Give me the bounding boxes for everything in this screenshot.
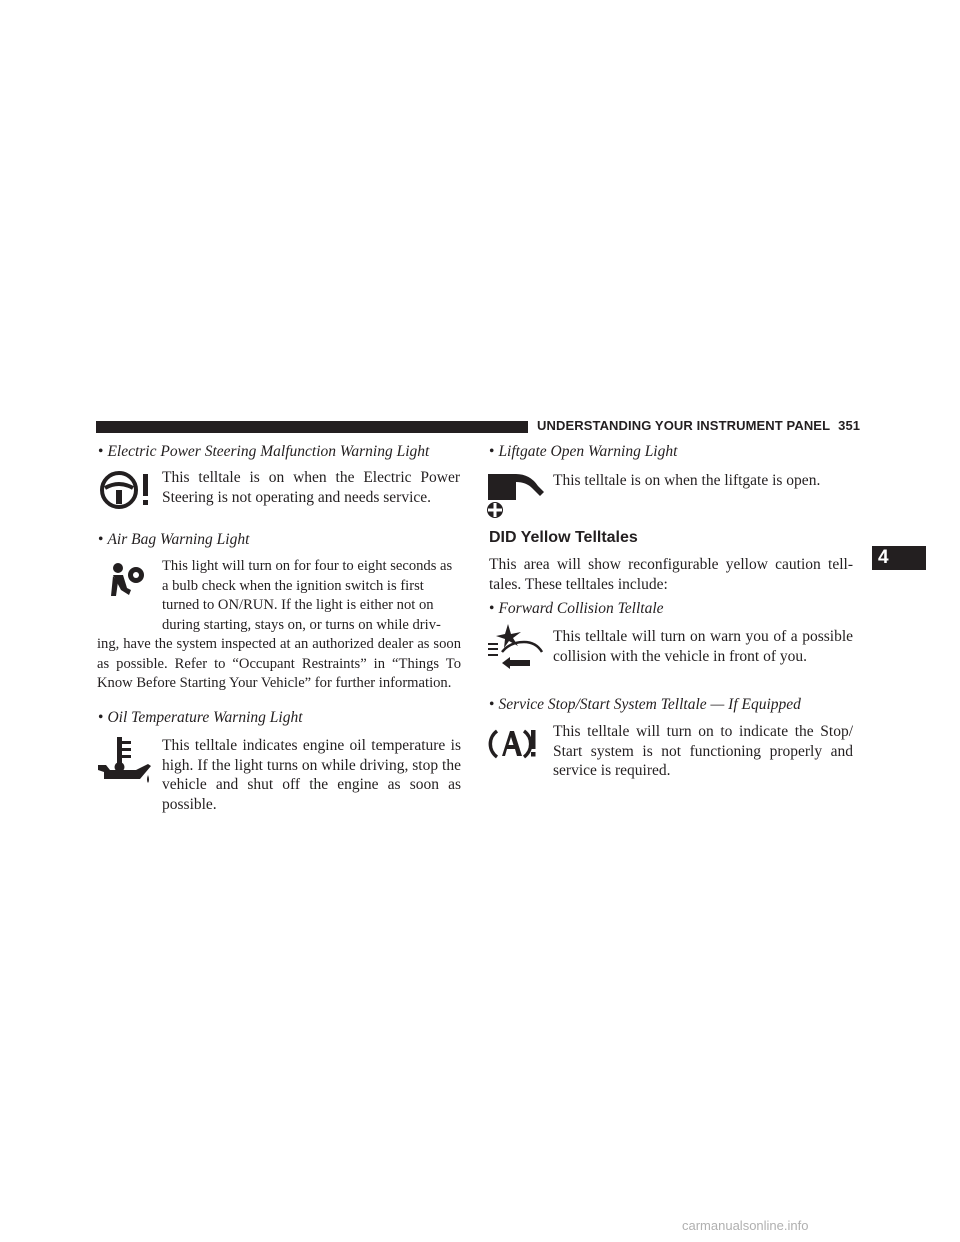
oil-temperature-icon bbox=[96, 735, 154, 789]
liftgate-title: • Liftgate Open Warning Light bbox=[489, 443, 678, 460]
forward-collision-title: • Forward Collision Telltale bbox=[489, 600, 664, 617]
liftgate-body: This telltale is on when the liftgate is open. bbox=[553, 472, 821, 489]
stop-start-title: • Service Stop/Start System Telltale — If Equipped bbox=[489, 696, 801, 713]
airbag-line-3: turned to ON/RUN. If the light is either not on bbox=[162, 597, 434, 613]
chapter-number: 4 bbox=[878, 547, 889, 568]
running-header bbox=[537, 418, 860, 433]
stop-start-service-icon bbox=[488, 724, 540, 764]
section-intro: This area will show reconfigurable yellow caution tell-tales. These telltales include: bbox=[489, 556, 853, 593]
eps-body: This telltale is on when the Electric Power Steering is not operating and needs service. bbox=[162, 469, 460, 506]
eps-title: • Electric Power Steering Malfunction Warning Light bbox=[98, 443, 430, 460]
oil-temp-title: • Oil Temperature Warning Light bbox=[98, 709, 303, 726]
forward-collision-icon bbox=[486, 622, 546, 670]
oil-temp-body: This telltale indicates engine oil temperature is high. If the light turns on while driving, stop the vehicle and shut off the engine as soon as possible. bbox=[162, 737, 461, 813]
section-title: UNDERSTANDING YOUR INSTRUMENT PANEL bbox=[537, 418, 831, 433]
page-number: 351 bbox=[838, 418, 861, 433]
airbag-title: • Air Bag Warning Light bbox=[98, 531, 250, 548]
airbag-body-wrapped bbox=[162, 557, 461, 635]
section-heading: DID Yellow Telltales bbox=[489, 529, 638, 546]
airbag-body-continued: ing, have the system inspected at an authorized dealer as soon as possible. Refer to “Occupant Restraints” in “Things To Know Before Starting Your Vehicle” for further information. bbox=[97, 636, 461, 691]
header-rule bbox=[96, 421, 528, 433]
liftgate-open-icon bbox=[486, 470, 546, 520]
chapter-tab bbox=[872, 546, 926, 570]
steering-wheel-warning-icon bbox=[97, 470, 153, 510]
airbag-line-4: during starting, stays on, or turns on while driv- bbox=[162, 616, 441, 633]
stop-start-body: This telltale will turn on to indicate the Stop/ Start system is not functioning properly and service is required. bbox=[553, 723, 853, 779]
airbag-line-2: a bulb check when the ignition switch is first bbox=[162, 577, 424, 594]
forward-collision-body: This telltale will turn on warn you of a possible collision with the vehicle in front of you. bbox=[553, 628, 853, 665]
watermark: carmanualsonline.info bbox=[682, 1218, 809, 1233]
air-bag-icon bbox=[107, 562, 147, 602]
airbag-line-1: This light will turn on for four to eight seconds as bbox=[162, 558, 453, 574]
